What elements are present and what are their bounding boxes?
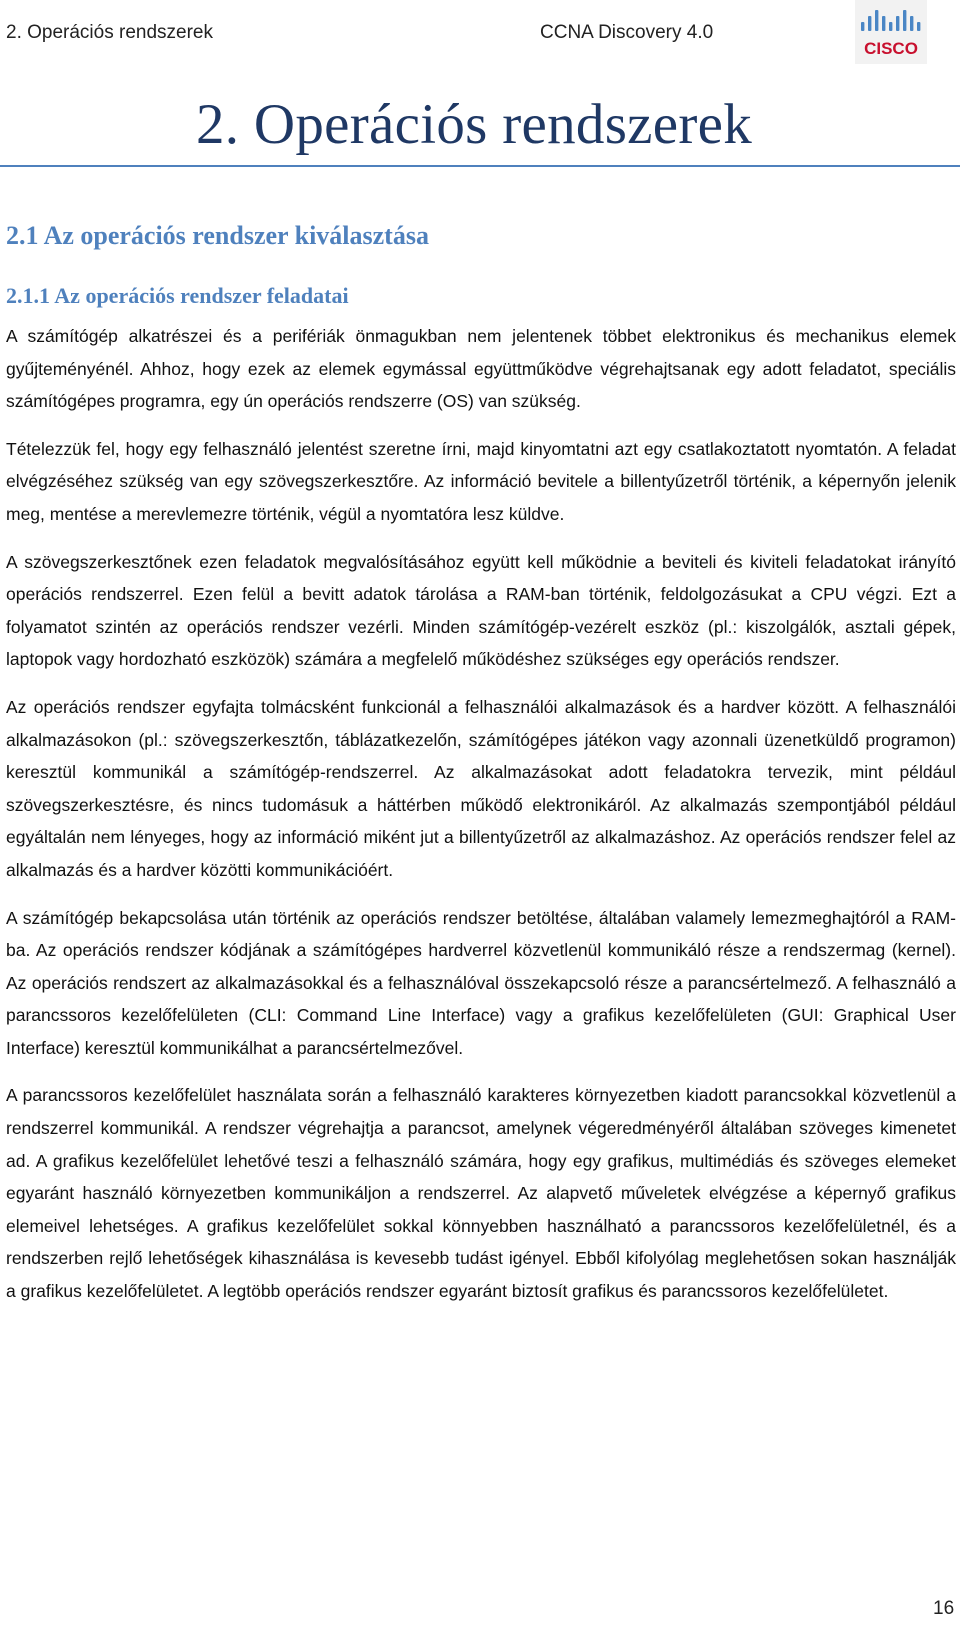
paragraph: A parancssoros kezelőfelület használata során a felhasználó karakteres környezetben kiadott parancsokkal közvetlenül a rendszerrel kommunikál. A rendszer végrehajtja a parancsot, amelynek végeredményéről általában szöveges kimenetet ad. A grafikus kezelőfelület lehetővé teszi a felhasználó számára, hogy egy grafikus, multimédiás és szöveges elemeket egyaránt használó környezetben kommunikáljon a rendszerrel. Az alapvető műveletek elvégzése a képernyő grafikus elemeivel lehetséges. A grafikus kezelőfelület sokkal könnyebben használható a parancssoros kezelőfelületnél, és a rendszerben rejlő lehetőségek kihasználása is kevesebb tudást igényel. Ebből kifolyólag meglehetősen sokan használják a grafikus kezelőfelületet. A legtöbb operációs rendszer egyaránt biztosít grafikus és parancssoros kezelőfelületet.	[6, 1085, 956, 1302]
running-header-course: CCNA Discovery 4.0	[540, 22, 714, 43]
title-underline	[0, 165, 960, 167]
paragraph: A szövegszerkesztőnek ezen feladatok megvalósításához együtt kell működnie a beviteli és kiviteli feladatokat irányító operációs rendszerrel. Ezen felül a bevitt adatok tárolása a RAM-ban történik, feldolgozásukat a CPU végzi. Ezt a folyamatot szintén az operációs rendszer vezérli. Minden számítógép-vezérelt eszköz (pl.: kiszolgálók, asztali gépek, laptopok vagy hordozható eszközök) számára a megfelelő működéshez szükséges egy operációs rendszer.	[6, 551, 956, 670]
cisco-logo	[855, 0, 927, 64]
logo-wordmark: CISCO	[864, 39, 918, 58]
paragraph: A számítógép alkatrészei és a perifériák önmagukban nem jelentenek többet elektronikus és mechanikus elemek gyűjteményénél. Ahhoz, hogy ezek az elemek egymással együttműködve végrehajtsanak egy adott feladatot, speciális számítógépes programra, egy ún operációs rendszerre (OS) van szükség.	[6, 326, 956, 412]
subsection-heading: 2.1.1 Az operációs rendszer feladatai	[6, 283, 349, 308]
paragraph: Az operációs rendszer egyfajta tolmácsként funkcionál a felhasználói alkalmazások és a hardver között. A felhasználói alkalmazásokon (pl.: szövegszerkesztőn, táblázatkezelőn, számítógépes játékon vagy azonnali üzenetküldő programon) keresztül kommunikál a számítógép-rendszerrel. Az alkalmazásokat adott feladatokra tervezik, mint például szövegszerkesztésre, és nincs tudomásuk a háttérben működő elektronikáról. Az alkalmazás szempontjából például egyáltalán nem lényeges, hogy az információ miként jut a billentyűzetről az alkalmazáshoz. Az operációs rendszer felel az alkalmazás és a hardver közötti kommunikációért.	[6, 696, 956, 880]
page-number: 16	[933, 1598, 955, 1619]
running-header-chapter: 2. Operációs rendszerek	[6, 22, 213, 43]
section-heading: 2.1 Az operációs rendszer kiválasztása	[6, 221, 429, 250]
chapter-title: 2. Operációs rendszerek	[196, 93, 753, 156]
paragraph: Tételezzük fel, hogy egy felhasználó jelentést szeretne írni, majd kinyomtatni azt egy csatlakoztatott nyomtatón. A feladat elvégzéséhez szükség van egy szövegszerkesztőre. Az információ bevitele a billentyűzetről történik, a képernyőn jelenik meg, mentése a merevlemezre történik, végül a nyomtatóra lesz küldve.	[6, 438, 956, 524]
body-text	[6, 320, 956, 1323]
paragraph: A számítógép bekapcsolása után történik az operációs rendszer betöltése, általában valamely lemezmeghajtóról a RAM-ba. Az operációs rendszer kódjának a számítógépes hardverrel közvetlenül kommunikáló része a rendszermag (kernel). Az operációs rendszert az alkalmazásokkal és a felhasználóval összekapcsoló része a parancsértelmező. A felhasználó a parancssoros kezelőfelületen (CLI: Command Line Interface) vagy a grafikus kezelőfelületen (GUI: Graphical User Interface) keresztül kommunikálhat a parancsértelmezővel.	[6, 907, 956, 1058]
